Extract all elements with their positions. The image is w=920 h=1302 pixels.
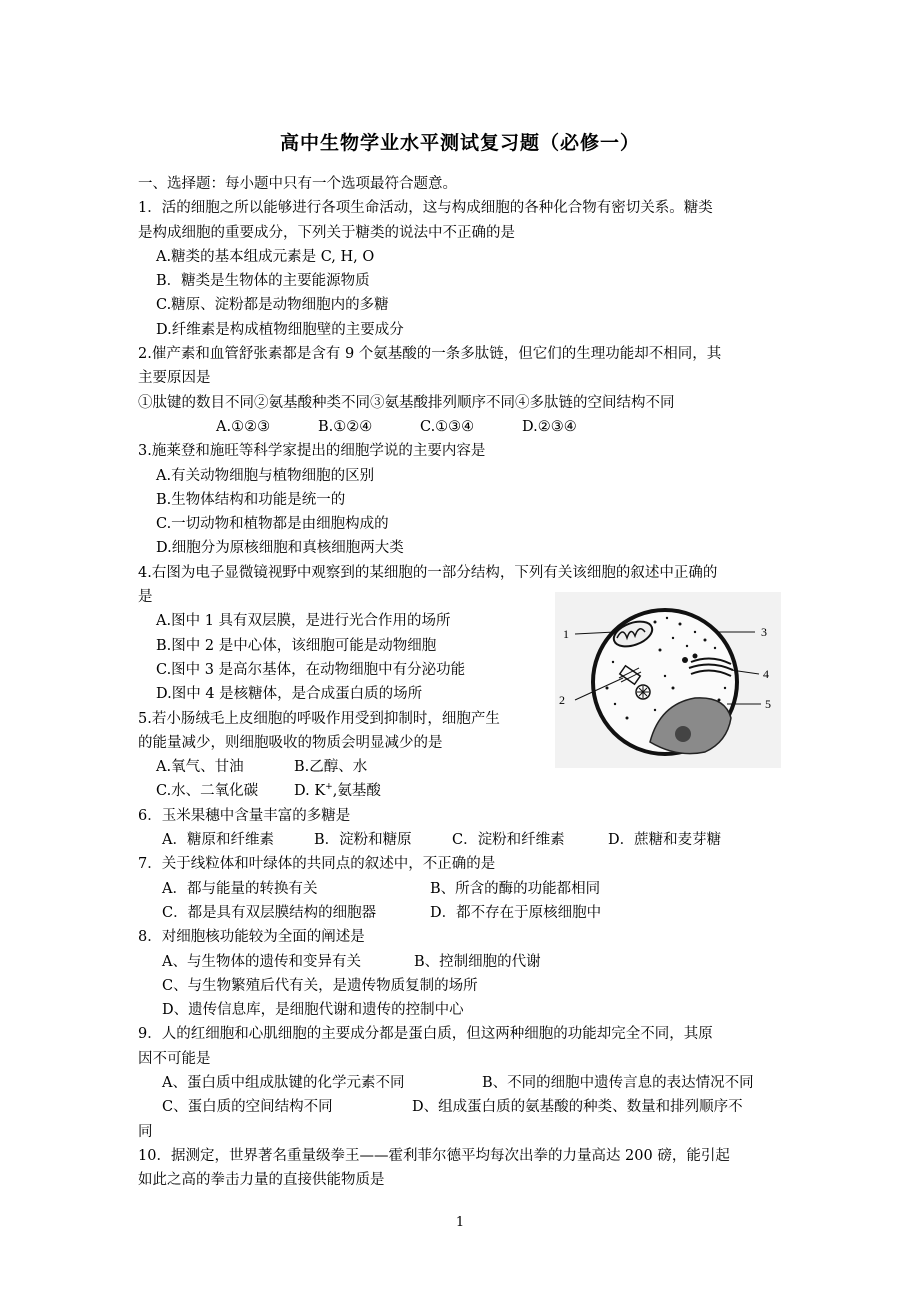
- q4-stem-1: 4.右图为电子显微镜视野中观察到的某细胞的一部分结构，下列有关该细胞的叙述中正确的: [138, 564, 718, 581]
- q3-option-d: D.细胞分为原核细胞和真核细胞两大类: [156, 540, 404, 557]
- q7-options-ab: [138, 877, 788, 901]
- q3-option-b: B.生物体结构和功能是统一的: [156, 491, 346, 508]
- page-title: 高中生物学业水平测试复习题（必修一）: [279, 132, 640, 154]
- q8-option-d: D、遗传信息库，是细胞代谢和遗传的控制中心: [162, 1002, 464, 1019]
- q7-option-d: D．都不存在于原核细胞中: [430, 904, 602, 921]
- q2-option-a: A.①②③: [216, 418, 271, 435]
- q8-option-b: B、控制细胞的代谢: [414, 953, 541, 970]
- q9-option-d-cont: 同: [138, 1123, 153, 1140]
- q4-option-d: D.图中 4 是核糖体，是合成蛋白质的场所: [156, 686, 423, 703]
- q2-option-c: C.①③④: [420, 418, 475, 435]
- q6-option-d: D．蔗糖和麦芽糖: [608, 832, 722, 849]
- q8-stem: 8．对细胞核功能较为全面的阐述是: [138, 929, 365, 946]
- q1-option-a: A.糖类的基本组成元素是 C, H, O: [156, 248, 375, 265]
- q7-options-cd: [138, 901, 788, 925]
- q1-stem-1: 1．活的细胞之所以能够进行各项生命活动，这与构成细胞的各种化合物有密切关系。糖类: [138, 200, 713, 217]
- q3-stem: 3.施莱登和施旺等科学家提出的细胞学说的主要内容是: [138, 443, 486, 460]
- q5-option-a: A.氧气、甘油: [156, 759, 244, 776]
- q5-stem-1: 5.若小肠绒毛上皮细胞的呼吸作用受到抑制时，细胞产生: [138, 710, 500, 727]
- q4-option-a: A.图中 1 具有双层膜，是进行光合作用的场所: [156, 613, 451, 630]
- q6-option-b: B．淀粉和糖原: [314, 832, 412, 849]
- q5-option-d: D. K+,氨基酸: [294, 782, 381, 800]
- q7-option-b: B、所含的酶的功能都相同: [430, 880, 601, 897]
- q9-options-cd: [138, 1095, 788, 1119]
- q2-option-b: B.①②④: [318, 418, 373, 435]
- cell-diagram: [555, 592, 781, 768]
- q9-stem-1: 9．人的红细胞和心肌细胞的主要成分都是蛋白质，但这两种细胞的功能却完全不同，其原: [138, 1026, 713, 1043]
- label-3: 3: [761, 625, 767, 639]
- q1-option-c: C.糖原、淀粉都是动物细胞内的多糖: [156, 297, 389, 314]
- q1-option-b: B．糖类是生物体的主要能源物质: [156, 273, 370, 290]
- q7-option-c: C．都是具有双层膜结构的细胞器: [162, 904, 377, 921]
- q2-options: [138, 415, 788, 439]
- q4-stem-2: 是: [138, 589, 153, 606]
- q9-option-b: B、不同的细胞中遗传言息的表达情况不同: [482, 1074, 754, 1091]
- q5-options-cd: [138, 779, 788, 803]
- q9-option-c: C、蛋白质的空间结构不同: [162, 1099, 333, 1116]
- q8-option-c: C、与生物繁殖后代有关，是遗传物质复制的场所: [162, 977, 478, 994]
- q2-option-d: D.②③④: [522, 418, 577, 435]
- q7-option-a: A．都与能量的转换有关: [162, 880, 318, 897]
- label-4: 4: [763, 667, 769, 681]
- q1-stem-2: 是构成细胞的重要成分，下列关于糖类的说法中不正确的是: [138, 224, 515, 241]
- q3-option-a: A.有关动物细胞与植物细胞的区别: [156, 467, 375, 484]
- q1-option-d: D.纤维素是构成植物细胞壁的主要成分: [156, 321, 404, 338]
- q5-option-c: C.水、二氧化碳: [156, 783, 259, 800]
- q6-stem: 6．玉米果穗中含量丰富的多糖是: [138, 807, 351, 824]
- q2-stem-2: 主要原因是: [138, 370, 211, 387]
- q4-option-b: B.图中 2 是中心体，该细胞可能是动物细胞: [156, 637, 437, 654]
- q8-option-a: A、与生物体的遗传和变异有关: [162, 953, 361, 970]
- q6-options: [138, 828, 788, 852]
- label-2: 2: [559, 693, 565, 707]
- q7-stem: 7．关于线粒体和叶绿体的共同点的叙述中，不正确的是: [138, 856, 496, 873]
- q10-stem-1: 10．据测定，世界著名重量级拳王——霍利菲尔德平均每次出拳的力量高达 200 磅，能引起: [138, 1147, 730, 1164]
- q10-stem-2: 如此之高的拳击力量的直接供能物质是: [138, 1172, 385, 1189]
- section-heading: 一、选择题：每小题中只有一个选项最符合题意。: [138, 176, 457, 192]
- label-1: 1: [563, 627, 569, 641]
- q3-option-c: C.一切动物和植物都是由细胞构成的: [156, 516, 389, 533]
- q6-option-a: A．糖原和纤维素: [162, 832, 274, 849]
- q9-option-a: A、蛋白质中组成肽键的化学元素不同: [162, 1074, 405, 1091]
- q2-stem-3: ①肽键的数目不同②氨基酸种类不同③氨基酸排列顺序不同④多肽链的空间结构不同: [138, 394, 675, 411]
- q2-stem-1: 2.催产素和血管舒张素都是含有 9 个氨基酸的一条多肽链，但它们的生理功能却不相同，其: [138, 346, 722, 363]
- page-number: 1: [455, 1215, 465, 1230]
- q4-option-c: C.图中 3 是高尔基体，在动物细胞中有分泌功能: [156, 661, 466, 678]
- q9-options-ab: [138, 1071, 788, 1095]
- q8-options-ab: [138, 950, 788, 974]
- q5-option-b: B.乙醇、水: [294, 759, 368, 776]
- q9-stem-2: 因不可能是: [138, 1050, 211, 1067]
- q5-stem-2: 的能量减少，则细胞吸收的物质会明显减少的是: [138, 734, 443, 751]
- q6-option-c: C．淀粉和纤维素: [452, 832, 565, 849]
- q9-option-d: D、组成蛋白质的氨基酸的种类、数量和排列顺序不: [412, 1099, 743, 1116]
- label-5: 5: [765, 697, 771, 711]
